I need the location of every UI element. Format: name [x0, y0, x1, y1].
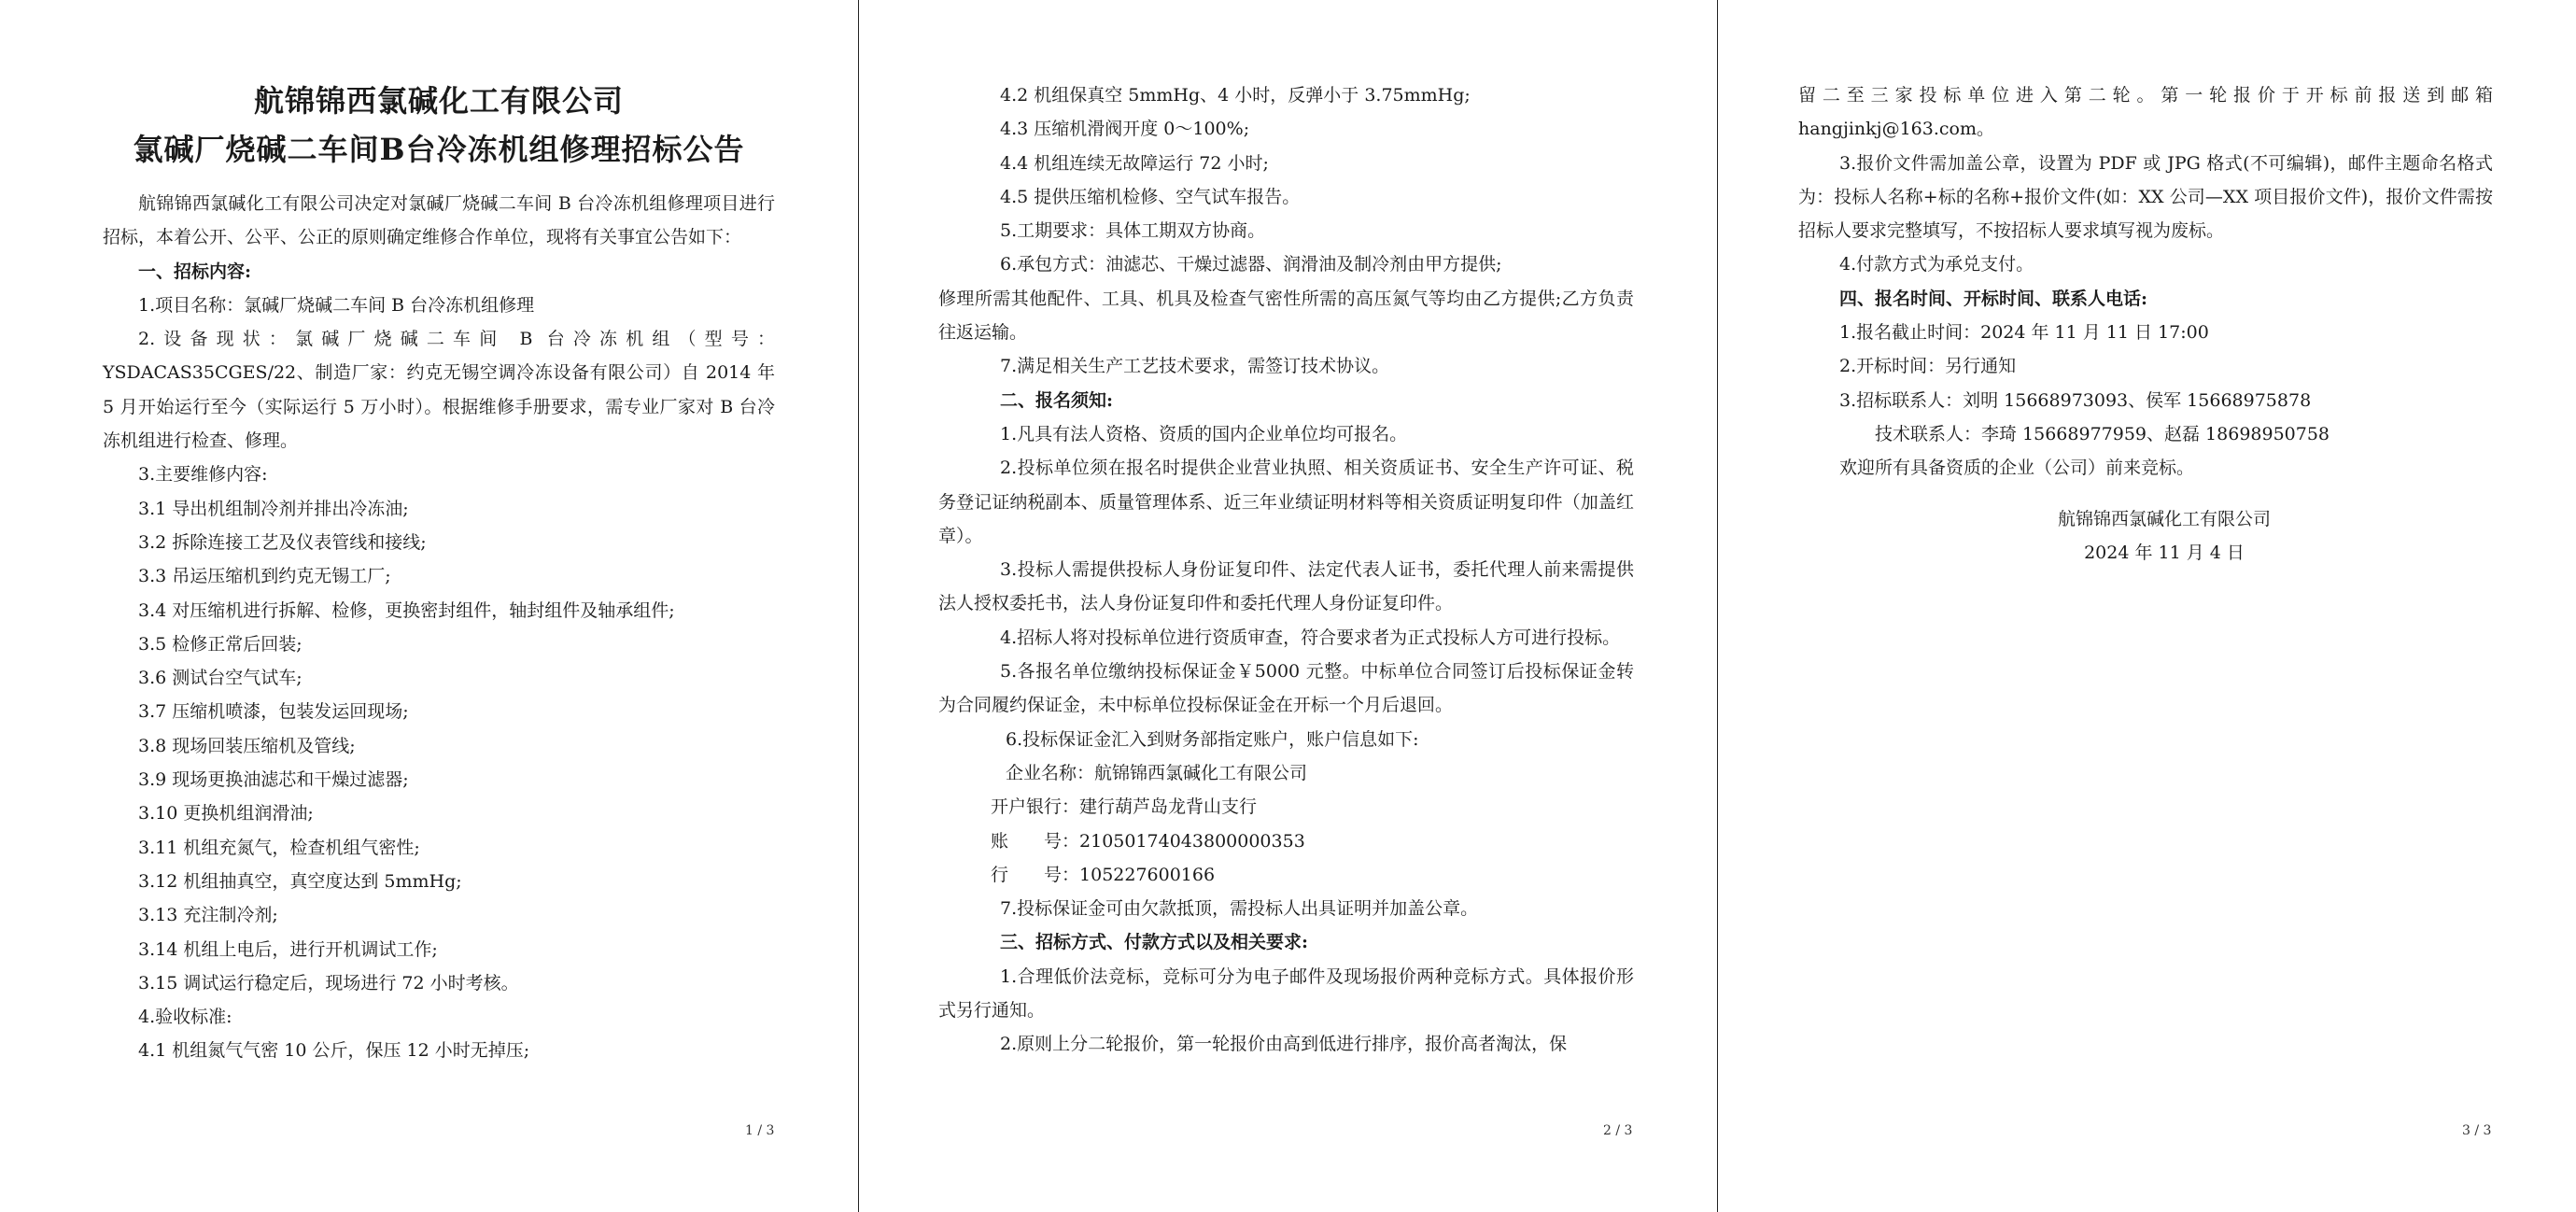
account-number [938, 824, 1634, 858]
reg-1: 1.凡具有法人资格、资质的国内企业单位均可报名。 [1000, 423, 1408, 444]
text-line: 4.5 提供压缩机检修、空气试车报告。 [1000, 186, 1301, 207]
text-line: 4.4 机组连续无故障运行 72 小时; [1000, 152, 1269, 174]
notice-title: 氯碱厂烧碱二车间B台冷冻机组修理招标公告 [133, 132, 745, 167]
sub-item: 3.5 检修正常后回装; [138, 633, 303, 655]
account-bank-code-label: 行 号： [991, 864, 1080, 885]
bid-2-start: 2.原则上分二轮报价，第一轮报价由高到低进行排序，报价高者淘汰，保 [1000, 1034, 1568, 1055]
sub-item: 3.6 测试台空气试车; [138, 668, 303, 689]
account-company-value: 航锦锦西氯碱化工有限公司 [1094, 762, 1308, 783]
sub-item: 3.9 现场更换油滤芯和干燥过滤器; [138, 769, 409, 791]
text-line: 4.3 压缩机滑阀开度 0～100%; [1000, 119, 1250, 140]
item-2: 2.设备现状：氯碱厂烧碱二车间 B 台冷冻机组（型号：YSDACAS35CGES/22、制造厂家：约克无锡空调冷冻设备有限公司）自 2014 年 5 月开始运行至今（实际运行 5 万小时）。根据维修手册要求，需专业厂家对 B 台冷冻机组进行检查、修理。 [103, 329, 775, 452]
text-line: 6.承包方式：油滤芯、干燥过滤器、润滑油及制冷剂由甲方提供; [1000, 254, 1502, 275]
item-7: 7.满足相关生产工艺技术要求，需签订技术协议。 [1000, 356, 1390, 377]
item-1: 1.项目名称：氯碱厂烧碱二车间 B 台冷冻机组修理 [138, 294, 535, 316]
section-heading-1: 一、招标内容: [138, 261, 252, 282]
account-number-value: 21050174043800000353 [1079, 830, 1305, 852]
page-1 [0, 0, 858, 1212]
sign-company: 航锦锦西氯碱化工有限公司 [2057, 508, 2271, 529]
time-2: 2.开标时间：另行通知 [1839, 356, 2017, 377]
sub-item: 3.1 导出机组制冷剂并排出冷冻油; [138, 498, 409, 519]
reg-7: 7.投标保证金可由欠款抵顶，需投标人出具证明并加盖公章。 [1000, 898, 1479, 920]
sub-item: 3.12 机组抽真空，真空度达到 5mmHg; [138, 870, 462, 892]
account-bank [938, 790, 1634, 824]
bid-4: 4.付款方式为承兑支付。 [1839, 254, 2034, 275]
reg-2: 2.投标单位须在报名时提供企业营业执照、相关资质证书、安全生产许可证、税务登记证纳税副本、质量管理体系、近三年业绩证明材料等相关资质证明复印件（加盖红章）。 [938, 458, 1634, 546]
account-number-label: 账 号： [991, 830, 1080, 852]
text-line: 5.工期要求：具体工期双方协商。 [1000, 220, 1266, 242]
time-1: 1.报名截止时间：2024 年 11 月 11 日 17:00 [1839, 322, 2209, 344]
contact-1: 3.招标联系人：刘明 15668973093、侯军 15668975878 [1839, 389, 2312, 411]
sub-item: 3.10 更换机组润滑油; [138, 803, 314, 824]
welcome-line: 欢迎所有具备资质的企业（公司）前来竞标。 [1839, 458, 2195, 479]
sub-item: 3.15 调试运行稳定后，现场进行 72 小时考核。 [138, 972, 519, 994]
page-3-content [1798, 78, 2493, 570]
account-company-label: 企业名称： [1006, 762, 1095, 783]
sub-item: 3.3 吊运压缩机到约克无锡工厂; [138, 566, 391, 587]
section-heading-3: 三、招标方式、付款方式以及相关要求: [1000, 932, 1309, 953]
sub-item: 3.2 拆除连接工艺及仪表管线和接线; [138, 531, 427, 553]
sub-item: 3.14 机组上电后，进行开机调试工作; [138, 938, 438, 960]
page-2-content [938, 78, 1634, 1062]
page-2 [859, 0, 1717, 1212]
sub-item: 3.13 充注制冷剂; [138, 905, 278, 926]
page-3 [1718, 0, 2576, 1212]
intro-paragraph: 航锦锦西氯碱化工有限公司决定对氯碱厂烧碱二车间 B 台冷冻机组修理项目进行招标，本着公开、公平、公正的原则确定维修合作单位，现将有关事宜公告如下： [103, 193, 775, 248]
contact-2: 技术联系人：李琦 15668977959、赵磊 18698950758 [1875, 423, 2330, 444]
bid-3: 3.报价文件需加盖公章，设置为 PDF 或 JPG 格式(不可编辑)，邮件主题命名格式为：投标人名称+标的名称+报价文件(如：XX 公司—XX 项目报价文件)，报价文件需按招标人要求完整填写，不按招标人要求填写视为废标。 [1798, 152, 2493, 242]
sub-item: 3.8 现场回装压缩机及管线; [138, 735, 356, 756]
item-3: 3.主要维修内容: [138, 464, 268, 486]
page-number: 2 / 3 [1603, 1123, 1633, 1138]
sub-item: 3.11 机组充氮气，检查机组气密性; [138, 837, 420, 858]
signature-block [1798, 502, 2493, 571]
reg-3: 3.投标人需提供投标人身份证复印件、法定代表人证书，委托代理人前来需提供法人授权委托书，法人身份证复印件和委托代理人身份证复印件。 [938, 559, 1634, 614]
company-title: 航锦锦西氯碱化工有限公司 [253, 83, 624, 119]
section-heading-2: 二、报名须知: [1000, 389, 1114, 411]
account-bank-code-value: 105227600166 [1079, 864, 1216, 885]
bid-1: 1.合理低价法竞标，竞标可分为电子邮件及现场报价两种竞标方式。具体报价形式另行通知。 [938, 965, 1634, 1022]
text-line: 4.2 机组保真空 5mmHg、4 小时，反弹小于 3.75mmHg; [1000, 85, 1471, 106]
reg-5: 5.各报名单位缴纳投标保证金￥5000 元整。中标单位合同签订后投标保证金转为合同履约保证金，未中标单位投标保证金在开标一个月后退回。 [938, 661, 1634, 716]
account-bank-label: 开户银行： [991, 796, 1080, 818]
sign-date: 2024 年 11 月 4 日 [2084, 542, 2245, 563]
page-number: 3 / 3 [2462, 1123, 2492, 1138]
item-4-1: 4.1 机组氮气气密 10 公斤，保压 12 小时无掉压; [138, 1040, 530, 1062]
section-heading-4: 四、报名时间、开标时间、联系人电话: [1839, 288, 2148, 309]
item-4: 4.验收标准: [138, 1007, 232, 1028]
bid-2-continued: 留二至三家投标单位进入第二轮。第一轮报价于开标前报送到邮箱hangjinkj@163.com。 [1798, 85, 2493, 140]
page-number: 1 / 3 [745, 1123, 775, 1138]
page-1-content [103, 56, 775, 1068]
account-bank-code [938, 858, 1634, 892]
sub-item: 3.7 压缩机喷漆，包装发运回现场; [138, 701, 409, 723]
reg-6: 6.投标保证金汇入到财务部指定账户，账户信息如下: [1006, 728, 1419, 750]
item-6-continued: 修理所需其他配件、工具、机具及检查气密性所需的高压氮气等均由乙方提供;乙方负责往返运输。 [938, 288, 1634, 344]
reg-4: 4.招标人将对投标单位进行资质审查，符合要求者为正式投标人方可进行投标。 [1000, 627, 1621, 648]
sub-item: 3.4 对压缩机进行拆解、检修，更换密封组件，轴封组件及轴承组件; [138, 599, 675, 621]
account-bank-value: 建行葫芦岛龙背山支行 [1079, 796, 1258, 818]
account-company [938, 756, 1634, 790]
